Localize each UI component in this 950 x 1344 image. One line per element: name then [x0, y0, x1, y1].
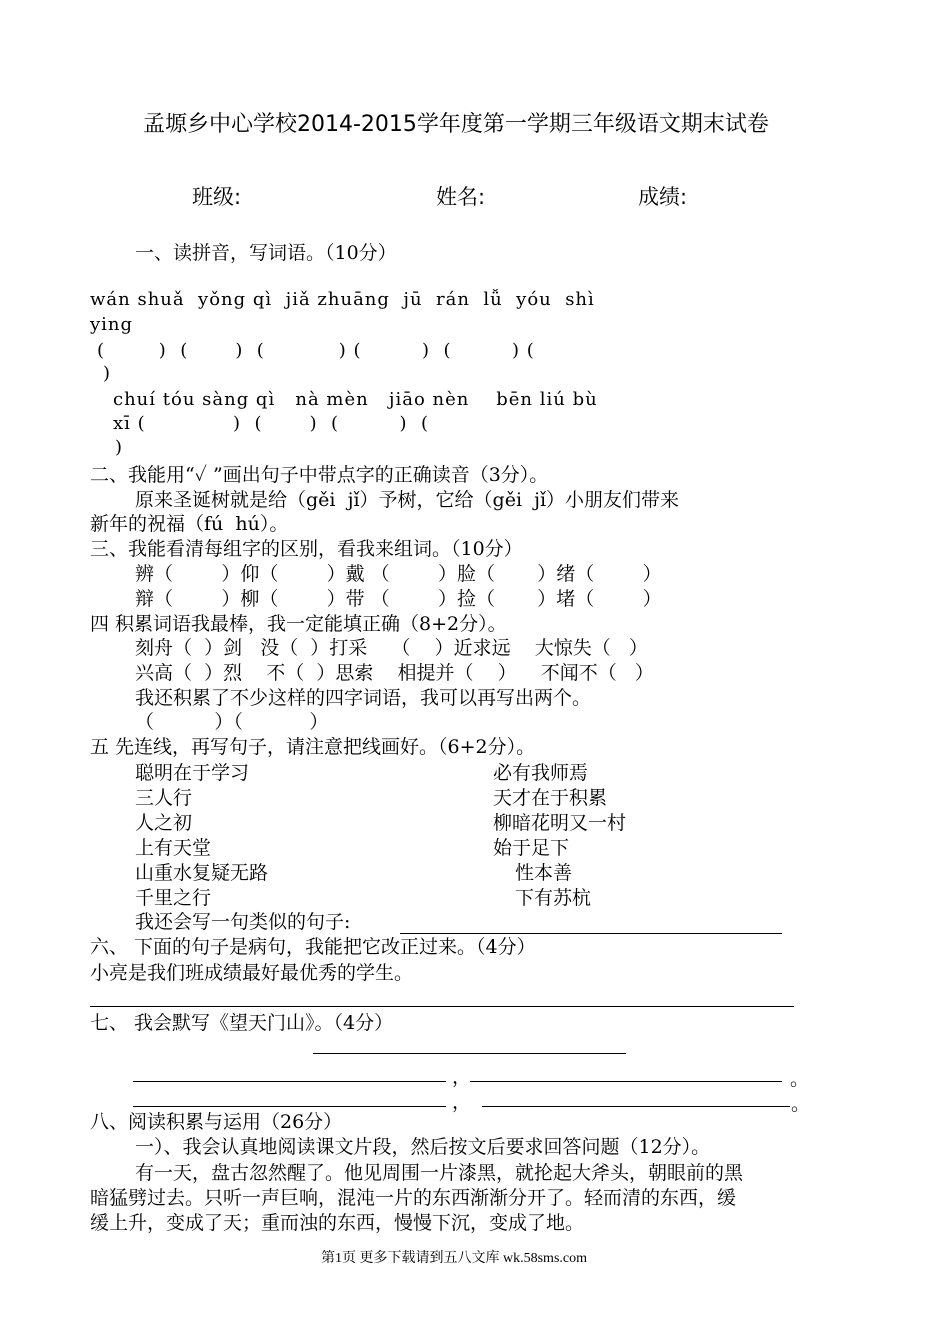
section-5-write-prompt: 我还会写一句类似的句子:: [135, 911, 351, 933]
section-4-row-1: 刻舟（ ）剑 没（ ）打采 （ ）近求远 大惊失（ ）: [135, 637, 648, 659]
section-5-answer-line[interactable]: [400, 933, 782, 934]
section-4-extra: 我还积累了不少这样的四字词语，我可以再写出两个。: [135, 687, 592, 709]
section-4-row-2: 兴高（ ）烈 不（ ）思索 相提并（ ） 不闻不（ ）: [135, 662, 654, 684]
match-left-5: 山重水复疑无路: [135, 862, 269, 884]
match-right-2: 天才在于积累: [493, 787, 608, 809]
section-7-heading: 七、 我会默写《望天门山》。（4分）: [90, 1012, 394, 1034]
poem-line-4-period: 。: [791, 1093, 811, 1115]
match-right-6: 下有苏杭: [515, 887, 592, 909]
name-label: 姓名:: [436, 185, 486, 209]
reading-paragraph-line-1: 有一天，盘古忽然醒了。他见周围一片漆黑，就抡起大斧头，朝眼前的黑: [135, 1162, 744, 1184]
poem-line-1-comma: ，: [452, 1066, 472, 1088]
poem-line-2-period: 。: [790, 1068, 810, 1090]
section-3-row-1: 辨（ ）仰（ ）戴 （ ）脸（ ）绪（ ）: [135, 563, 662, 585]
answer-brackets-row-2-close: ): [115, 437, 124, 458]
answer-brackets-row-1: ( ) ( ) ( ) ( ) ( ) (: [97, 340, 535, 361]
match-right-3: 柳暗花明又一村: [493, 812, 627, 834]
poem-line-1[interactable]: [133, 1081, 446, 1082]
pinyin-row-1: wán shuǎ yǒng qì jiǎ zhuāng jū rán lǚ yóu shì: [90, 289, 595, 310]
match-right-4: 始于足下: [493, 837, 570, 859]
class-label: 班级:: [192, 185, 242, 209]
match-right-5: 性本善: [515, 862, 573, 884]
poem-line-3[interactable]: [133, 1106, 446, 1107]
section-6-sentence: 小亮是我们班成绩最好最优秀的学生。: [90, 962, 414, 984]
match-left-1: 聪明在于学习: [135, 762, 250, 784]
poem-line-3-comma: ，: [452, 1091, 472, 1113]
pinyin-row-1-wrap: ying: [90, 314, 134, 335]
match-left-3: 人之初: [135, 812, 193, 834]
section-8-subheading: 一）、我会认真地阅读课文片段，然后按文后要求回答问题（12分）。: [135, 1136, 711, 1158]
section-3-heading: 三、我能看清每组字的区别，看我来组词。（10分）: [90, 538, 523, 560]
reading-paragraph-line-3: 缓上升，变成了天；重而浊的东西，慢慢下沉，变成了地。: [90, 1212, 585, 1234]
section-2-line-2: 新年的祝福（fú hú）。: [90, 513, 289, 535]
section-1-heading: 一、读拼音，写词语。（10分）: [135, 242, 397, 264]
section-6-heading: 六、 下面的句子是病句，我能把它改正过来。（4分）: [90, 936, 536, 958]
poem-title-line[interactable]: [313, 1053, 626, 1054]
match-left-2: 三人行: [135, 787, 193, 809]
page-footer: 第1页 更多下载请到五八文库 wk.58sms.com: [321, 1251, 587, 1266]
poem-line-2[interactable]: [470, 1081, 782, 1082]
answer-brackets-row-1-close: ): [103, 363, 112, 384]
section-2-heading: 二、我能用“✓ ”画出句子中带点字的正确读音（3分）。: [90, 464, 549, 486]
section-4-heading: 四 积累词语我最棒，我一定能填正确（8+2分）。: [90, 613, 507, 635]
match-left-6: 千里之行: [135, 887, 212, 909]
match-right-1: 必有我师焉: [493, 762, 589, 784]
section-5-heading: 五 先连线，再写句子，请注意把线画好。（6+2分）。: [90, 736, 536, 758]
section-2-line-1: 原来圣诞树就是给（gěi jǐ）予树，它给（gěi jǐ）小朋友们带来: [135, 489, 680, 511]
reading-paragraph-line-2: 暗猛劈过去。只听一声巨响，混沌一片的东西渐渐分开了。轻而清的东西，缓: [90, 1187, 737, 1209]
answer-brackets-row-2: xī ( ) ( ) ( ) (: [113, 413, 430, 434]
section-3-row-2: 辩（ ）柳（ ）带 （ ）捡（ ）堵（ ）: [135, 588, 662, 610]
match-left-4: 上有天堂: [135, 837, 212, 859]
section-8-heading: 八、阅读积累与运用（26分）: [90, 1111, 343, 1133]
page-title: 孟塬乡中心学校2014-2015学年度第一学期三年级语文期末试卷: [143, 112, 769, 137]
section-6-answer-line[interactable]: [90, 1006, 794, 1007]
score-label: 成绩:: [638, 185, 688, 209]
section-4-brackets: （ ）（ ）: [135, 711, 329, 733]
pinyin-row-2: chuí tóu sàng qì nà mèn jiāo nèn bēn liú bù: [113, 389, 598, 410]
poem-line-4[interactable]: [482, 1106, 790, 1107]
